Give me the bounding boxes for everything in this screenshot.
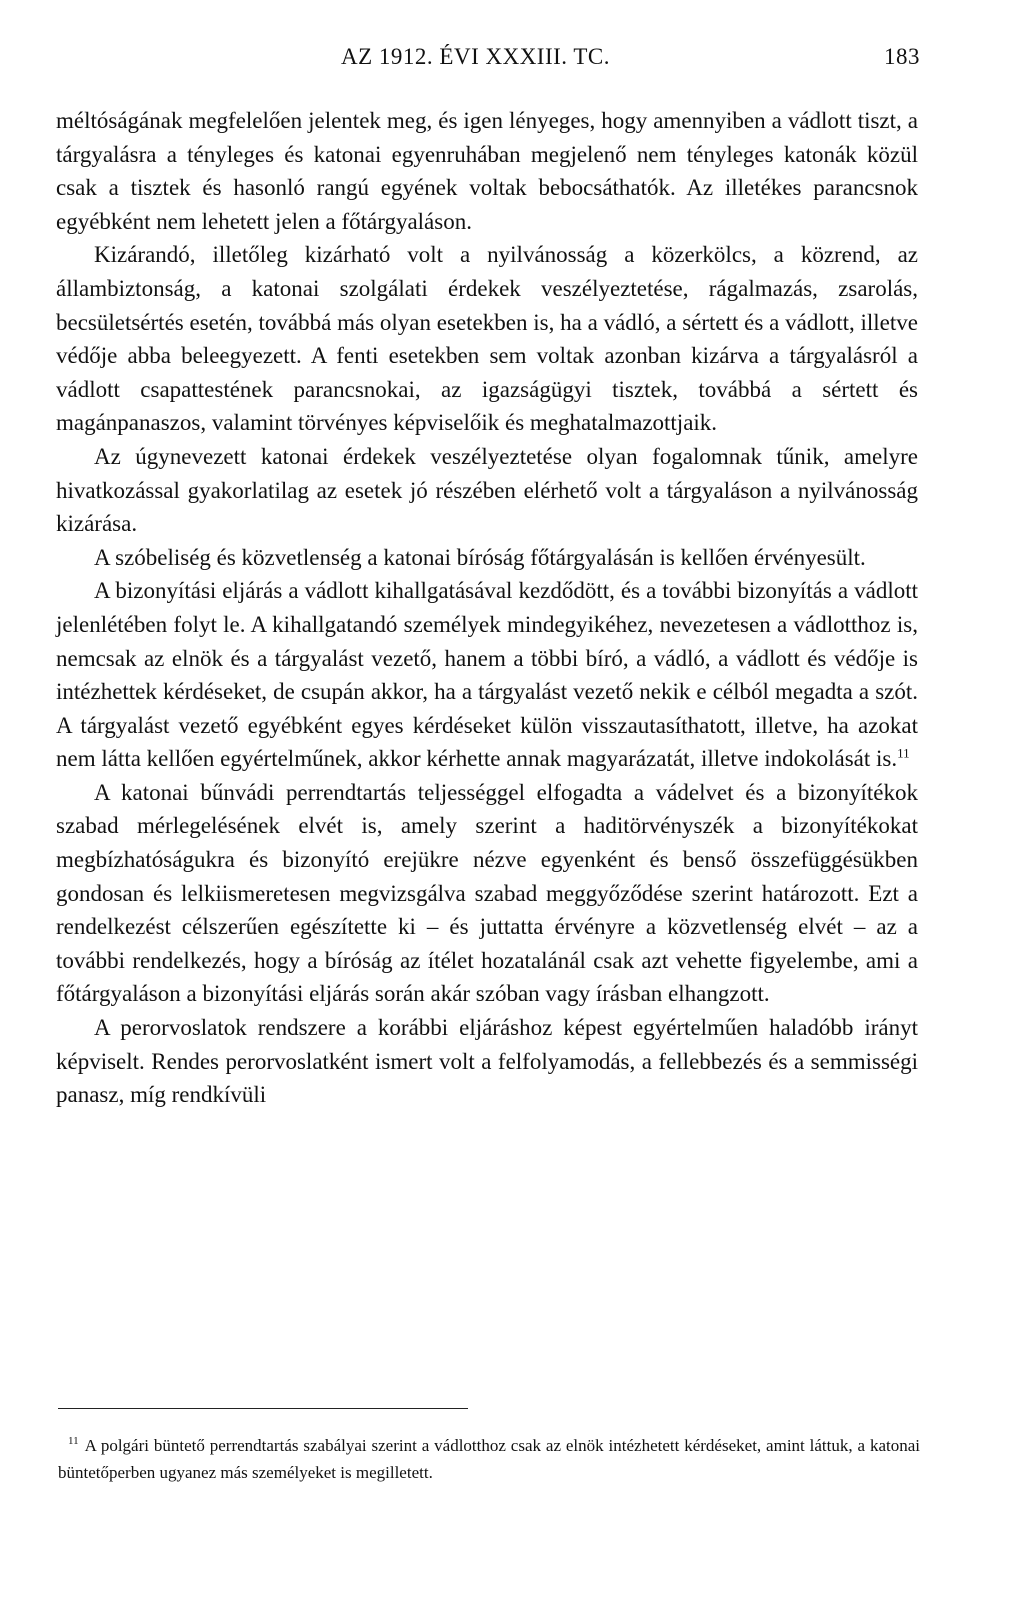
- page-number: 183: [884, 44, 920, 69]
- footnote-reference: 11: [897, 745, 910, 761]
- body-text: [56, 104, 918, 1112]
- running-head: [0, 44, 1024, 74]
- footnote-divider: [58, 1408, 468, 1409]
- paragraph: A katonai bűnvádi perrendtartás teljességgel elfogadta a vádelvet és a bizonyítékok szabad mérlegelésének elvét is, amely szerint a haditörvényszék a bizonyítékokat megbízhatóságukra és bizonyító erejükre nézve egyenként és benső összefüggésükben gondosan és lelkiismeretesen megvizsgálva szabad meggyőződése szerint határozott. Ezt a rendelkezést célszerűen egészítette ki – és juttatta érvényre a közvetlenség elvét – az a további rendelkezés, hogy a bíróság az ítélet hozatalánál csak azt vehette figyelembe, ami a főtárgyaláson a bizonyítási eljárás során akár szóban vagy írásban elhangzott.: [56, 779, 918, 1007]
- paragraph-with-footnote: [56, 574, 918, 776]
- paragraph: Kizárandó, illetőleg kizárható volt a nyilvánosság a közerkölcs, a közrend, az állambiztonság, a katonai szolgálati érdekek veszélyeztetése, rágalmazás, zsarolás, becsületsértés esetén, továbbá más olyan esetekben is, ha a vádló, a sértett és a vádlott, illetve védője abba beleegyezett. A fenti esetekben sem voltak azonban kizárva a tárgyalásról a vádlott csapattestének parancsnokai, az igazságügyi tisztek, továbbá a sértett és magánpanaszos, valamint törvényes képviselőik és meghatalmazottjaik.: [56, 242, 918, 436]
- paragraph: méltóságának megfelelően jelentek meg, és igen lényeges, hogy amennyiben a vádlott tiszt, a tárgyalásra a tényleges és katonai egyenruhában megjelenő nem tényleges katonák közül csak a tisztek és hasonló rangú egyének voltak bebocsáthatók. Az illetékes parancsnok egyébként nem lehetett jelen a főtárgyaláson.: [56, 108, 918, 234]
- footnote-marker: 11: [68, 1435, 79, 1448]
- footnotes: [58, 1432, 920, 1486]
- running-title: AZ 1912. ÉVI XXXIII. TC.: [341, 44, 611, 69]
- footnote: [58, 1432, 920, 1486]
- paragraph: A szóbeliség és közvetlenség a katonai bíróság főtárgyalásán is kellően érvényesült.: [94, 544, 866, 570]
- paragraph: A perorvoslatok rendszere a korábbi eljáráshoz képest egyértelműen haladóbb irányt képviselt. Rendes perorvoslatként ismert volt a felfolyamodás, a fellebbezés és a semmisségi panasz, míg rendkívüli: [56, 1015, 918, 1108]
- paragraph-text: A bizonyítási eljárás a vádlott kihallgatásával kezdődött, és a további bizonyítás a vádlott jelenlétében folyt le. A kihallgatandó személyek mindegyikéhez, nevezetesen a vádlotthoz is, nemcsak az elnök és a tárgyalást vezető, hanem a többi bíró, a vádló, a vádlott és védője is intézhettek kérdéseket, de csupán akkor, ha a tárgyalást vezető nekik e célból megadta a szót. A tárgyalást vezető egyébként egyes kérdéseket külön visszautasíthatott, illetve, ha azokat nem látta kellően egyértelműnek, akkor kérhette annak magyarázatát, illetve indokolását is.: [56, 578, 918, 772]
- paragraph: Az úgynevezett katonai érdekek veszélyeztetése olyan fogalomnak tűnik, amelyre hivatkozással gyakorlatilag az esetek jó részében elérhető volt a tárgyaláson a nyilvánosság kizárása.: [56, 443, 918, 537]
- footnote-text: A polgári büntető perrendtartás szabályai szerint a vádlotthoz csak az elnök intézhetett kérdéseket, amint láttuk, a katonai büntetőperben ugyanez más személyeket is megilletett.: [58, 1436, 920, 1482]
